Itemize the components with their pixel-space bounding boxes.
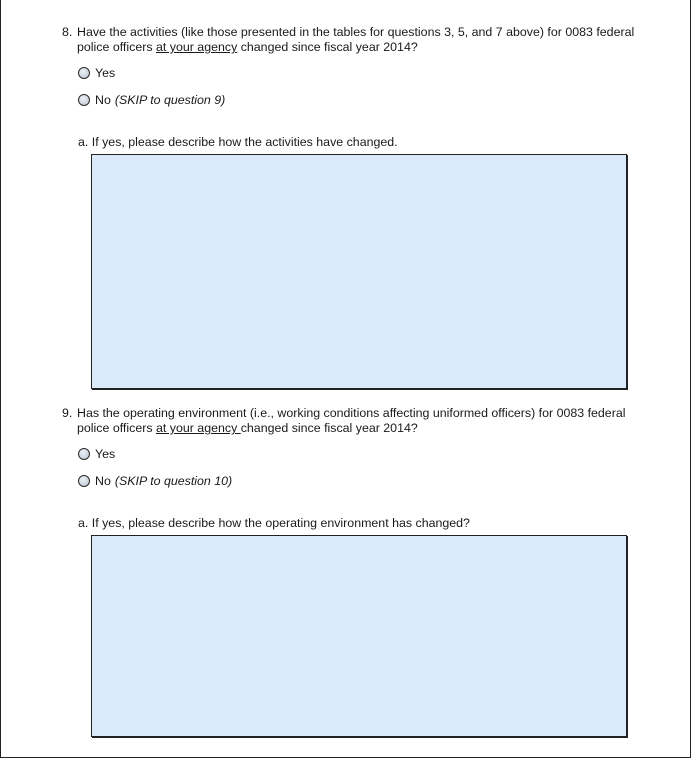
skip-instruction: (SKIP to question 10) (114, 474, 233, 488)
radio-button[interactable] (78, 94, 90, 106)
answer-textbox-8a[interactable] (91, 154, 627, 389)
question-text (62, 25, 642, 55)
option-yes-q9[interactable] (78, 446, 115, 462)
option-label: No (95, 93, 111, 107)
answer-textbox-9a[interactable] (91, 535, 627, 737)
underlined-emphasis: at your agency (155, 40, 238, 54)
question-text-part: Has the operating environment (i.e., working conditions affecting uniformed officers) for 0083 federal police officers (77, 406, 626, 435)
question-number: 9. (62, 406, 73, 420)
question-8 (62, 25, 642, 55)
underlined-emphasis: at your agency (155, 421, 241, 435)
skip-instruction: (SKIP to question 9) (114, 93, 226, 107)
sub-question-8a: a. If yes, please describe how the activities have changed. (78, 135, 398, 149)
question-9 (62, 406, 642, 436)
option-label: Yes (95, 66, 116, 80)
question-text-part: changed since fiscal year 2014? (240, 421, 418, 435)
radio-button[interactable] (78, 67, 90, 79)
radio-button[interactable] (78, 448, 90, 460)
option-yes-q8[interactable] (78, 65, 115, 81)
question-text-part: Have the activities (like those presented in the tables for questions 3, 5, and 7 above) for 0083 federal police officers (77, 25, 635, 54)
question-text (62, 406, 642, 436)
question-number: 8. (62, 25, 73, 39)
option-label: Yes (95, 447, 116, 461)
question-text-part: changed since fiscal year 2014? (237, 40, 418, 54)
radio-button[interactable] (78, 475, 90, 487)
option-no-q9[interactable] (78, 473, 232, 489)
sub-question-9a: a. If yes, please describe how the operating environment has changed? (78, 516, 470, 530)
option-no-q8[interactable] (78, 92, 225, 108)
option-label: No (95, 474, 111, 488)
